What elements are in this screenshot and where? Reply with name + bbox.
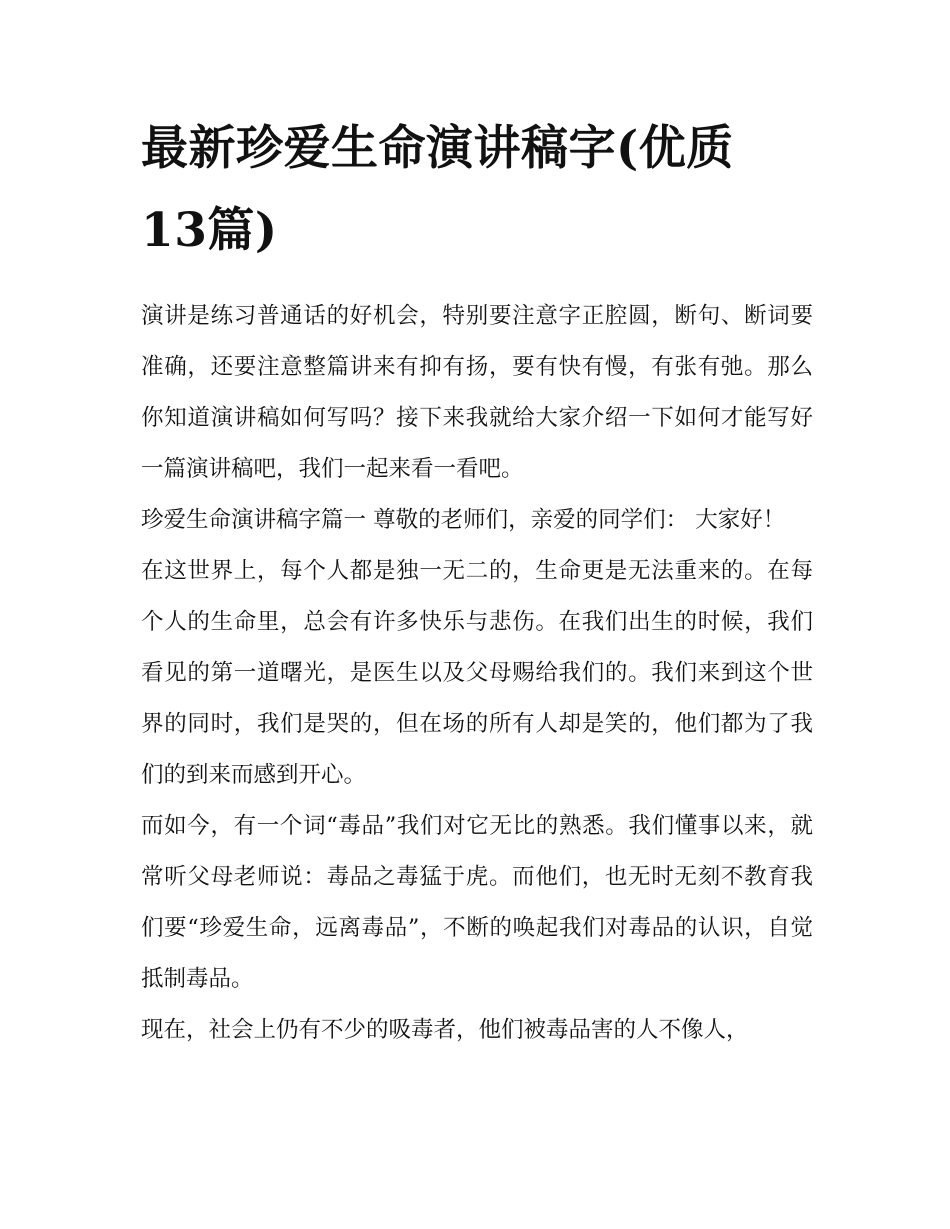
paragraph-society: 现在，社会上仍有不少的吸毒者，他们被毒品害的人不像人，	[141, 1017, 749, 1043]
document-page	[141, 108, 813, 1056]
title-spacing	[141, 272, 813, 291]
paragraph-intro: 演讲是练习普通话的好机会，特别要注意字正腔圆，断句、断词要准确，还要注意整篇讲来有抑有扬，要有快有慢，有张有弛。那么你知道演讲稿如何写吗？接下来我就给大家介绍一下如何才能写好一篇演讲稿吧，我们一起来看一看吧。	[141, 303, 813, 482]
paragraph-life: 在这世界上，每个人都是独一无二的，生命更是无法重来的。在每个人的生命里，总会有许多快乐与悲伤。在我们出生的时候，我们看见的第一道曙光，是医生以及父母赐给我们的。我们来到这个世界的同时，我们是哭的，但在场的所有人却是笑的，他们都为了我们的到来而感到开心。	[141, 558, 813, 788]
document-title: 最新珍爱生命演讲稿字(优质 13篇)	[141, 121, 734, 258]
paragraph-drugs: 而如今，有一个词“毒品”我们对它无比的熟悉。我们懂事以来，就常听父母老师说：毒品之毒猛于虎。而他们，也无时无刻不教育我们要“珍爱生命，远离毒品”，不断的唤起我们对毒品的认识，自觉抵制毒品。	[141, 813, 813, 992]
paragraph-greeting: 珍爱生命演讲稿字篇一 尊敬的老师们，亲爱的同学们： 大家好！	[141, 507, 786, 533]
